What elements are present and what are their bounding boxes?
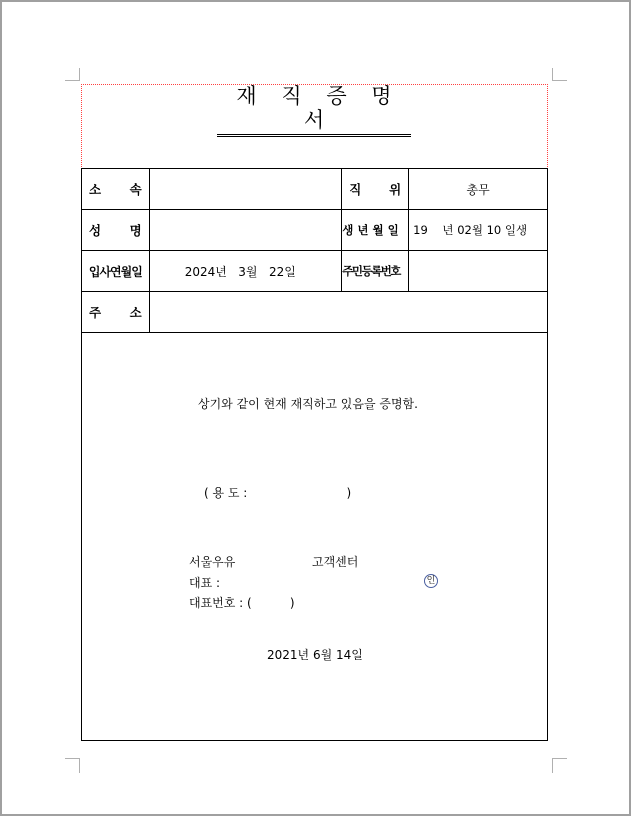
table-row xyxy=(82,251,548,292)
address-label: 주 소 xyxy=(82,292,150,333)
position-value[interactable]: 총무 xyxy=(409,169,548,210)
company-name: 서울우유 xyxy=(189,555,236,569)
purpose-text: ( 용 도 : ) xyxy=(204,486,352,500)
affiliation-value[interactable] xyxy=(149,169,342,210)
corner-mark-bl xyxy=(65,758,80,773)
join-date-label: 입사연월일 xyxy=(82,251,150,292)
info-table xyxy=(81,168,548,333)
certificate-body xyxy=(81,332,548,741)
resident-number-value[interactable] xyxy=(409,251,548,292)
address-value[interactable] xyxy=(149,292,547,333)
birth-value[interactable]: 19 년 02월 10 일생 xyxy=(409,210,548,251)
affiliation-label: 소 속 xyxy=(82,169,150,210)
birth-label: 생 년 월 일 xyxy=(342,210,409,251)
position-label: 직 위 xyxy=(342,169,409,210)
issue-date: 2021년 6월 14일 xyxy=(267,648,363,662)
table-row xyxy=(82,292,548,333)
seal-icon: 인 xyxy=(424,574,438,588)
table-row xyxy=(82,169,548,210)
representative-label: 대표 : xyxy=(189,576,221,590)
document-title: 재 직 증 명 서 xyxy=(217,84,411,137)
corner-mark-tr xyxy=(552,68,567,81)
corner-mark-tl xyxy=(65,68,80,81)
phone-text: 대표번호 : ( ) xyxy=(189,596,295,610)
name-label: 성 명 xyxy=(82,210,150,251)
statement-text: 상기와 같이 현재 재직하고 있음을 증명함. xyxy=(198,397,418,411)
name-value[interactable] xyxy=(149,210,342,251)
resident-number-label: 주민등록번호 xyxy=(342,251,409,292)
table-row xyxy=(82,210,548,251)
corner-mark-br xyxy=(552,758,567,773)
join-date-value[interactable]: 2024년 3월 22일 xyxy=(149,251,342,292)
department-name: 고객센터 xyxy=(312,555,359,569)
